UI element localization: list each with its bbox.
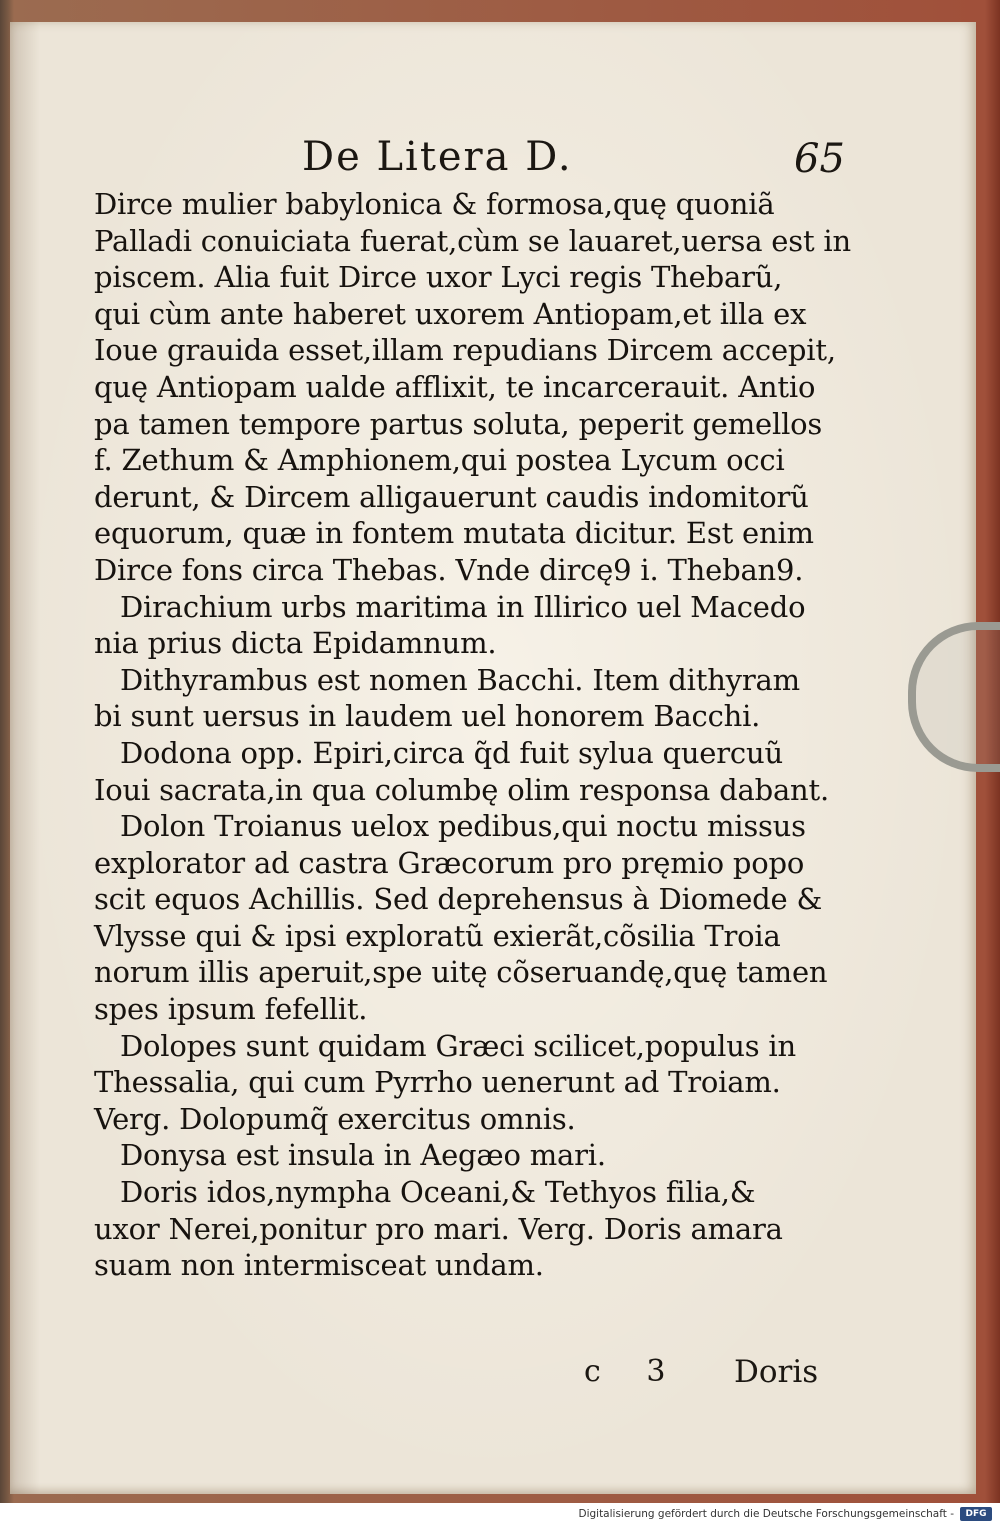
text-line: Dolon Troianus uelox pedibus,qui noctu missus — [120, 809, 806, 844]
text-line: scit equos Achillis. Sed deprehensus à Diomede & — [94, 882, 823, 917]
book-page — [10, 22, 976, 1494]
text-line: Ioui sacrata,in qua columbę olim responsa dabant. — [94, 772, 830, 807]
text-line: quę Antiopam ualde afflixit, te incarcerauit. Antio — [94, 369, 816, 404]
text-line: qui cùm ante haberet uxorem Antiopam,et illa ex — [94, 296, 807, 331]
text-line: norum illis aperuit,spe uitę cõseruandę,quę tamen — [94, 955, 828, 990]
credit-bar — [0, 1503, 1000, 1525]
text-line: nia prius dicta Epidamnum. — [94, 626, 497, 661]
text-body — [94, 186, 864, 1284]
text-line: Palladi conuiciata fuerat,cùm se lauaret,uersa est in — [94, 223, 851, 258]
text-line: Dirachium urbs maritima in Illirico uel Macedo — [120, 589, 806, 624]
text-line: Vlysse qui & ipsi exploratũ exierãt,cõsilia Troia — [94, 918, 781, 953]
text-line: Dithyrambus est nomen Bacchi. Item dithyram — [120, 662, 800, 697]
text-line: Dodona opp. Epiri,circa q̃d fuit sylua quercuũ — [120, 735, 783, 770]
text-line: Dirce fons circa Thebas. Vnde dircę9 i. Theban9. — [94, 552, 804, 587]
credit-text: Digitalisierung gefördert durch die Deutsche Forschungsgemeinschaft - — [578, 1508, 954, 1520]
text-line: Doris idos,nympha Oceani,& Tethyos filia,& — [120, 1175, 756, 1210]
text-line: uxor Nerei,ponitur pro mari. Verg. Doris amara — [94, 1211, 783, 1246]
text-line: bi sunt uersus in laudem uel honorem Bacchi. — [94, 699, 761, 734]
catchword: Doris — [734, 1354, 819, 1390]
page-number: 65 — [794, 136, 845, 182]
text-line: spes ipsum fefellit. — [94, 992, 368, 1027]
dfg-logo-icon: DFG — [960, 1507, 992, 1521]
text-line: pa tamen tempore partus soluta, peperit gemellos — [94, 406, 823, 441]
text-line: derunt, & Dircem alligauerunt caudis indomitorũ — [94, 479, 809, 514]
text-line: Dolopes sunt quidam Græci scilicet,populus in — [120, 1028, 796, 1063]
running-head: De Litera D. — [302, 134, 573, 180]
text-line: Dirce mulier babylonica & formosa,quę quoniã — [94, 187, 775, 221]
text-line: Donysa est insula in Aegæo mari. — [120, 1138, 606, 1173]
text-line: Verg. Dolopumq̃ exercitus omnis. — [94, 1101, 576, 1136]
text-line: equorum, quæ in fontem mutata dicitur. Est enim — [94, 516, 814, 551]
text-line: Ioue grauida esset,illam repudians Dircem accepit, — [94, 333, 836, 368]
text-line: f. Zethum & Amphionem,qui postea Lycum occi — [94, 443, 785, 478]
page-header — [10, 134, 976, 194]
text-line: suam non intermisceat undam. — [94, 1248, 544, 1283]
page-footer — [10, 1354, 976, 1404]
text-line: piscem. Alia fuit Dirce uxor Lyci regis Thebarũ, — [94, 260, 783, 295]
text-line: explorator ad castra Græcorum pro pręmio popo — [94, 845, 805, 880]
text-line: Thessalia, qui cum Pyrrho uenerunt ad Troiam. — [94, 1065, 781, 1100]
signature-mark: c 3 — [584, 1354, 684, 1389]
